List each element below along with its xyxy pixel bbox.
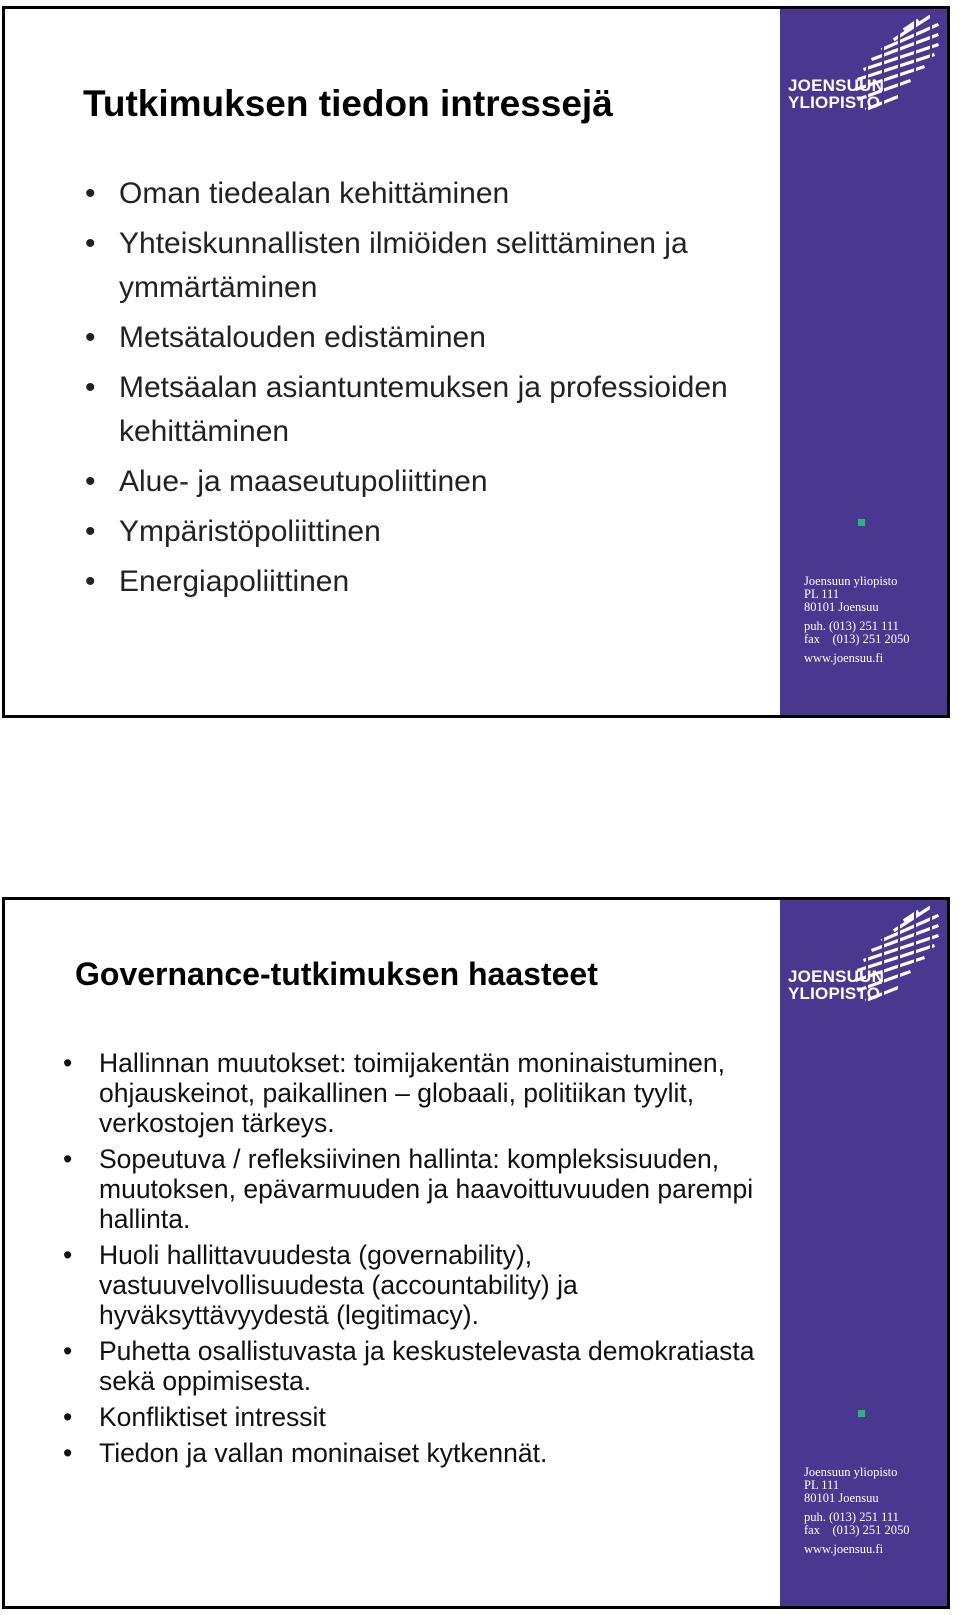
website-link[interactable]: www.joensuu.fi <box>804 651 884 665</box>
contact-info: Joensuun yliopisto PL 111 80101 Joensuu puh. (013) 251 111 fax (013) 251 2050 www.joensuu.fi <box>804 1465 910 1556</box>
bullet-list <box>61 1048 771 1474</box>
bullet-icon: • <box>63 1144 73 1174</box>
list-item: • Puhetta osallistuvasta ja keskustelevasta demokratiasta sekä oppimisesta. <box>63 1336 755 1396</box>
slide-2 <box>2 897 950 1609</box>
list-item: • Ympäristöpoliittinen <box>83 510 773 554</box>
contact-info: Joensuun yliopisto PL 111 80101 Joensuu puh. (013) 251 111 fax (013) 251 2050 www.joensuu.fi <box>804 574 910 665</box>
bullet-icon: • <box>85 515 96 548</box>
list-item: • Energiapoliittinen <box>83 560 773 604</box>
list-item: • Konfliktiset intressit <box>63 1402 326 1432</box>
list-item: • Huoli hallittavuudesta (governability), vastuuvelvollisuudesta (accountability) ja hyväksyttävyydestä (legitimacy). <box>63 1240 578 1330</box>
bullet-icon: • <box>63 1240 73 1270</box>
university-logo: JOENSUUN YLIOPISTO <box>788 76 885 112</box>
list-item: • Sopeutuva / refleksiivinen hallinta: kompleksisuuden, muutoksen, epävarmuuden ja haavoittuvuuden parempi hallinta. <box>63 1144 754 1234</box>
bullet-icon: • <box>85 177 96 210</box>
bullet-icon: • <box>63 1048 73 1078</box>
accent-square-icon <box>858 519 865 526</box>
bullet-icon: • <box>85 465 96 498</box>
list-item: • Metsätalouden edistäminen <box>83 316 773 360</box>
bullet-icon: • <box>63 1336 73 1366</box>
bullet-list <box>83 172 773 610</box>
sidebar <box>780 9 947 715</box>
list-item: • Metsäalan asiantuntemuksen ja professioiden kehittäminen <box>83 366 773 454</box>
sidebar <box>780 900 947 1606</box>
slide-title: Governance-tutkimuksen haasteet <box>75 956 598 992</box>
bullet-icon: • <box>85 227 96 260</box>
slide-title: Tutkimuksen tiedon intressejä <box>83 83 613 124</box>
list-item: • Tiedon ja vallan moninaiset kytkennät. <box>63 1438 548 1468</box>
bullet-icon: • <box>85 371 96 404</box>
bullet-icon: • <box>85 321 96 354</box>
slide-1 <box>2 6 950 718</box>
list-item: • Hallinnan muutokset: toimijakentän moninaistuminen, ohjauskeinot, paikallinen – globaali, politiikan tyylit, verkostojen tärkeys. <box>63 1048 726 1138</box>
bullet-icon: • <box>63 1402 73 1432</box>
university-logo: JOENSUUN YLIOPISTO <box>788 967 885 1003</box>
list-item: • Alue- ja maaseutupoliittinen <box>83 460 773 504</box>
accent-square-icon <box>858 1410 865 1417</box>
list-item: • Oman tiedealan kehittäminen <box>83 172 773 216</box>
bullet-icon: • <box>63 1438 73 1468</box>
list-item: • Yhteiskunnallisten ilmiöiden selittäminen ja ymmärtäminen <box>83 222 773 310</box>
website-link[interactable]: www.joensuu.fi <box>804 1542 884 1556</box>
bullet-icon: • <box>85 565 96 598</box>
